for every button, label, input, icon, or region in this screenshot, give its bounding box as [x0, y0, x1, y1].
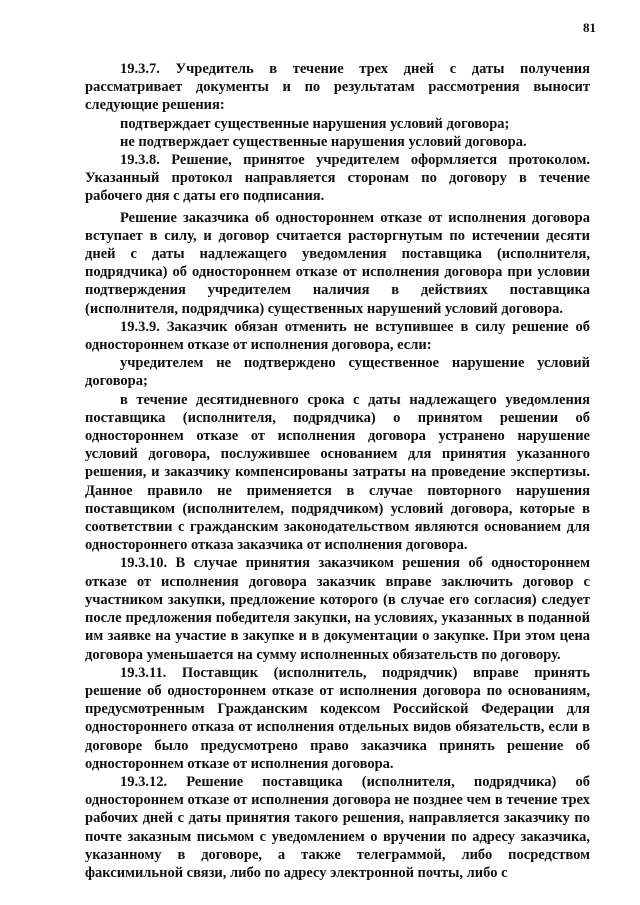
paragraph-19-3-11: 19.3.11. Поставщик (исполнитель, подрядчик) вправе принять решение об одностороннем отказе от исполнения договора по основаниям, предусмотренным Гражданским кодексом Российской Федерации для одностороннего отказа от исполнения отдельных видов обязательств, если в договоре было предусмотрено право заказчика принять решение об одностороннем отказе от исполнения договора.: [85, 664, 590, 772]
paragraph-customer-decision: Решение заказчика об одностороннем отказе от исполнения договора вступает в силу, и договор считается расторгнутым по истечении десяти дней с даты надлежащего уведомления поставщика (исполнителя, подрядчика) об одностороннем отказе от исполнения договора при условии подтверждения учредителем наличия в действиях поставщика (исполнителя, подрядчика) существенных нарушений условий договора.: [85, 209, 590, 317]
paragraph-19-3-9: 19.3.9. Заказчик обязан отменить не вступившее в силу решение об одностороннем отказе от исполнения договора, если:: [85, 318, 590, 354]
paragraph-decision-not-confirms: не подтверждает существенные нарушения условий договора.: [120, 133, 527, 150]
document-body: [85, 60, 590, 882]
paragraph-19-3-10: 19.3.10. В случае принятия заказчиком решения об одностороннем отказе от исполнения договора заказчик вправе заключить договор с участником закупки, предложение которого (в случае его согласия) следует после предложения победителя закупки, на условиях, указанных в поданной им заявке на участие в закупке и в документации о закупке. При этом цена договора уменьшается на сумму исполненных обязательств по договору.: [85, 555, 590, 663]
page-number: 81: [583, 20, 596, 35]
paragraph-19-3-12: 19.3.12. Решение поставщика (исполнителя, подрядчика) об одностороннем отказе от исполнения договора не позднее чем в течение трех рабочих дней с даты принятия такого решения, направляется заказчику по почте заказным письмом с уведомлением о вручении по адресу заказчика, указанному в договоре, а также телеграммой, либо посредством факсимильной связи, либо по адресу электронной почты, либо с: [85, 773, 590, 881]
paragraph-not-confirmed: учредителем не подтверждено существенное нарушение условий договора;: [85, 355, 590, 390]
paragraph-decision-confirms: подтверждает существенные нарушения условий договора;: [120, 115, 510, 132]
paragraph-19-3-8: 19.3.8. Решение, принятое учредителем оформляется протоколом. Указанный протокол направляется сторонам по договору в течение рабочего дня с даты его подписания.: [85, 152, 590, 205]
paragraph-19-3-7: 19.3.7. Учредитель в течение трех дней с даты получения рассматривает документы и по результатам рассмотрения выносит следующие решения:: [85, 61, 590, 114]
paragraph-ten-day-term: в течение десятидневного срока с даты надлежащего уведомления поставщика (исполнителя, подрядчика) о принятом решении об одностороннем отказе от исполнения договора устранено нарушение условий договора, послужившее основанием для принятия указанного решения, и заказчику компенсированы затраты на проведение экспертизы. Данное правило не применяется в случае повторного нарушения поставщиком (исполнителем, подрядчиком) условий договора, которые в соответствии с гражданским законодательством являются основанием для одностороннего отказа заказчика от исполнения договора.: [85, 391, 590, 554]
